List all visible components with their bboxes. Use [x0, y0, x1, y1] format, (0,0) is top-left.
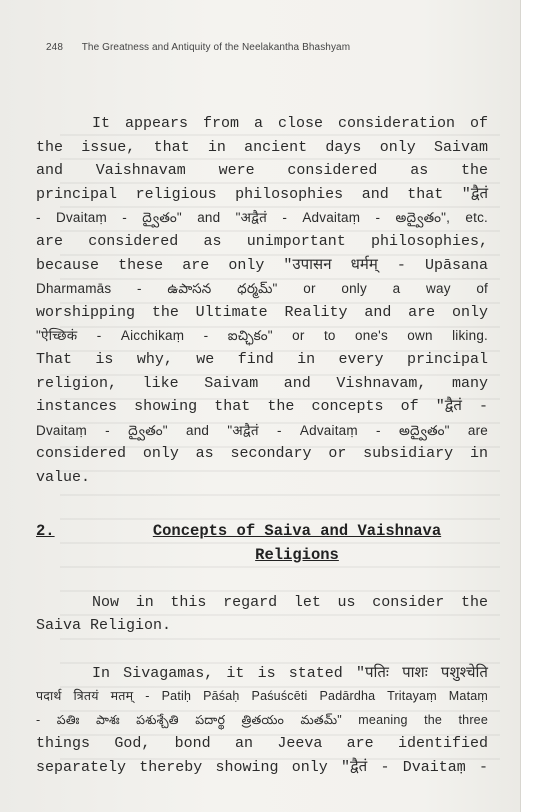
paragraph-3 [36, 662, 488, 780]
text-line: That is why, we find in every principal [36, 350, 488, 368]
page-edge [520, 0, 539, 812]
text-line: and Vaishnavam were considered as the [36, 162, 488, 180]
section-heading [36, 520, 488, 543]
text-line: Dharmamās - ఉపాసన ధర్మమ్" or only a way of [36, 281, 488, 297]
text-line: पदार्थ त्रितयं मतम् - Patiḥ Pāśaḥ Paśuścēti Padārdha Tritayaṃ Mataṃ [36, 689, 488, 704]
text-line: religion, like Saivam and Vishnavam, many [36, 374, 488, 392]
text-line: things God, bond an Jeeva are identified [36, 735, 488, 753]
text-line: considered only as secondary or subsidiary in [36, 445, 488, 463]
text-line: - Dvaitaṃ - ద్వైతం" and "अद्वैतं - Advaitaṃ - అద్వైతం", etc. [36, 210, 488, 226]
text-line: - పతిః పాశః పశుశ్చేతి పదార్థ త్రితయం మతమ్" meaning the three [36, 712, 488, 727]
running-title: The Greatness and Antiquity of the Neelakantha Bhashyam [81, 42, 351, 53]
text-line: It appears from a close consideration of [92, 115, 488, 132]
text-line: are considered as unimportant philosophies, [36, 232, 488, 250]
text-line: instances showing that the concepts of "द्वैतं - [36, 398, 488, 416]
text-line: value. [36, 468, 91, 486]
paragraph-1 [36, 112, 488, 490]
text-line: separately thereby showing only "द्वैतं - Dvaitaṃ - [36, 759, 488, 777]
paragraph-2 [36, 591, 488, 638]
text-line: "ऐच्छिकं - Aicchikaṃ - ఐచ్ఛికం" or to one's own liking. [36, 328, 488, 344]
text-line: Now in this regard let us consider the [92, 593, 488, 611]
text-line: principal religious philosophies and that "द्वैतं [36, 185, 488, 203]
text-line: In Sivagamas, it is stated "पतिः पाशः पशुश्चेति [92, 664, 488, 682]
section-number: 2. [36, 521, 55, 540]
text-line: worshipping the Ultimate Reality and are only [36, 303, 488, 321]
section-title-line-1: Concepts of Saiva and Vaishnava [152, 521, 442, 540]
running-header [46, 42, 350, 53]
text-line: the issue, that in ancient days only Saivam [36, 138, 488, 156]
text-line: Saiva Religion. [36, 617, 172, 635]
text-line: Dvaitaṃ - ద్వైతం" and "अद्वैतं - Advaitaṃ - అద్వైతం" are [36, 422, 488, 438]
page-body [36, 112, 488, 780]
section-title-line-2: Religions [255, 545, 339, 564]
text-line: because these are only "उपासन धर्मम् - Upāsana [36, 256, 488, 274]
page-number: 248 [46, 42, 63, 53]
